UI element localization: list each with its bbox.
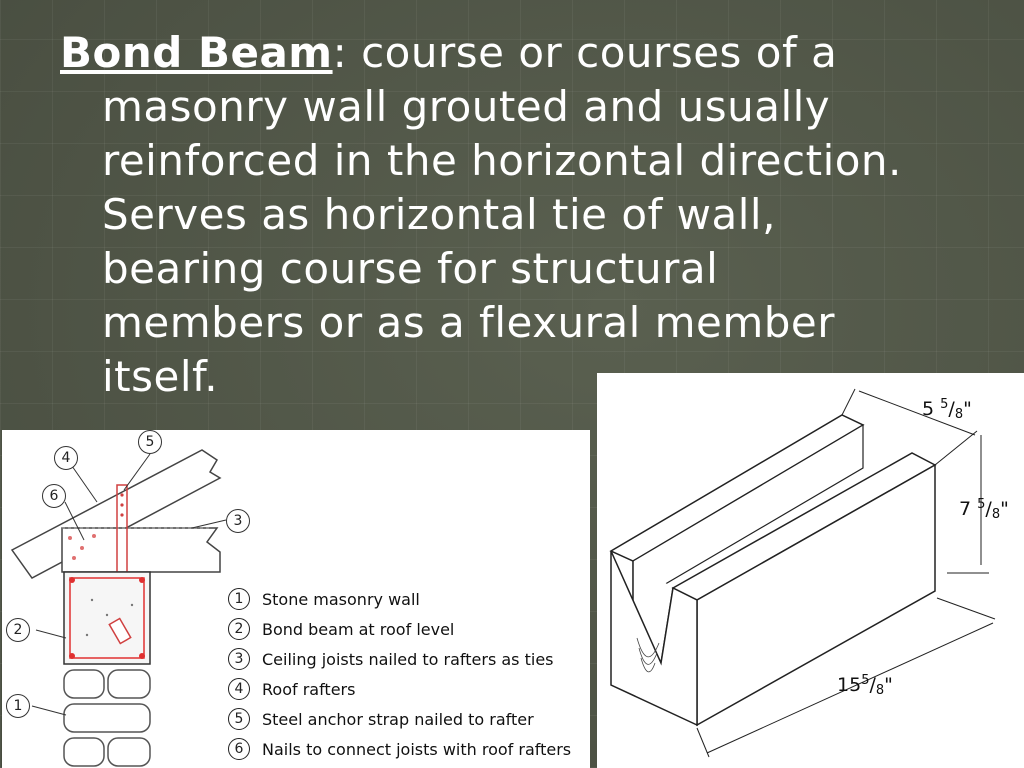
- legend-text: Steel anchor strap nailed to rafter: [262, 709, 534, 729]
- height-dimension: 7 $^5/_8$": [959, 497, 1009, 522]
- rebar: [139, 653, 145, 659]
- bond-beam: [64, 572, 150, 664]
- rebar: [69, 577, 75, 583]
- legend-item: [228, 736, 571, 762]
- callout-6: 6: [42, 484, 66, 508]
- callout-2: 2: [6, 618, 30, 642]
- dim-length-ext: [697, 728, 709, 757]
- legend-text: Stone masonry wall: [262, 589, 420, 609]
- strap-nail: [120, 503, 123, 506]
- definition-term: Bond Beam: [60, 28, 333, 77]
- nail-mark: [68, 536, 72, 540]
- length-whole: 15: [837, 674, 862, 696]
- masonry-stone: [64, 670, 104, 698]
- callout-5: 5: [138, 430, 162, 454]
- nail-mark: [72, 556, 76, 560]
- strap-nail: [120, 513, 123, 516]
- aggregate-speck: [131, 604, 133, 606]
- height-unit: ": [1000, 498, 1009, 520]
- dim-length-ext: [937, 598, 995, 619]
- leader-line: [32, 706, 66, 715]
- definition-separator: :: [332, 28, 348, 77]
- height-denominator: 8: [991, 507, 1001, 522]
- definition-first-line: [60, 26, 990, 80]
- callout-3: 3: [226, 509, 250, 533]
- nail-mark: [80, 546, 84, 550]
- definition-line: bearing course for structural: [102, 244, 719, 293]
- length-numerator: 5: [861, 673, 870, 688]
- width-unit: ": [963, 398, 972, 420]
- callout-4: 4: [54, 446, 78, 470]
- legend-item: [228, 706, 534, 732]
- legend-number: 2: [228, 618, 250, 640]
- definition-text: [60, 26, 990, 404]
- definition-first-line-text: course or courses of a: [361, 28, 838, 77]
- legend-number: 5: [228, 708, 250, 730]
- length-denominator: 8: [875, 683, 885, 698]
- ceiling-joist: [62, 528, 220, 572]
- leader-line: [192, 520, 226, 528]
- rebar: [139, 577, 145, 583]
- bond-beam-block-figure: [597, 373, 1024, 768]
- legend-number: 3: [228, 648, 250, 670]
- dim-width-ext: [842, 389, 855, 415]
- callout-1: 1: [6, 694, 30, 718]
- length-unit: ": [884, 674, 893, 696]
- rebar: [69, 653, 75, 659]
- legend-number: 6: [228, 738, 250, 760]
- leader-line: [36, 630, 66, 638]
- masonry-stone: [64, 704, 150, 732]
- length-dimension: $15^5/_8$": [837, 673, 893, 698]
- bond-beam-detail-figure: [2, 430, 590, 768]
- strap-nail: [120, 493, 123, 496]
- aggregate-speck: [106, 614, 108, 616]
- legend-text: Bond beam at roof level: [262, 619, 455, 639]
- masonry-stone: [108, 670, 150, 698]
- legend-item: [228, 646, 554, 672]
- definition-line: itself.: [102, 352, 219, 401]
- legend-number: 4: [228, 678, 250, 700]
- legend-text: Nails to connect joists with roof rafters: [262, 739, 572, 759]
- dim-width-ext: [935, 431, 977, 465]
- legend-number: 1: [228, 588, 250, 610]
- masonry-stone: [64, 738, 104, 766]
- legend-text: Roof rafters: [262, 679, 356, 699]
- legend-text: Ceiling joists nailed to rafters as ties: [262, 649, 554, 669]
- width-whole: 5: [922, 398, 935, 420]
- legend-item: [228, 616, 454, 642]
- definition-body: [60, 80, 990, 404]
- nail-mark: [92, 534, 96, 538]
- height-whole: 7: [959, 498, 972, 520]
- leader-line: [72, 466, 97, 502]
- definition-line: Serves as horizontal tie of wall,: [102, 190, 776, 239]
- width-numerator: 5: [940, 397, 949, 412]
- legend-item: [228, 676, 355, 702]
- width-denominator: 8: [954, 407, 964, 422]
- definition-line: masonry wall grouted and usually: [102, 82, 831, 131]
- masonry-stone: [108, 738, 150, 766]
- height-numerator: 5: [977, 497, 986, 512]
- aggregate-speck: [91, 599, 93, 601]
- width-dimension: 5 $^5/_8$": [922, 397, 972, 422]
- bond-beam-block-drawing: [597, 373, 1024, 768]
- definition-line: reinforced in the horizontal direction.: [102, 136, 902, 185]
- legend-item: [228, 586, 420, 612]
- definition-line: members or as a flexural member: [102, 298, 836, 347]
- aggregate-speck: [86, 634, 88, 636]
